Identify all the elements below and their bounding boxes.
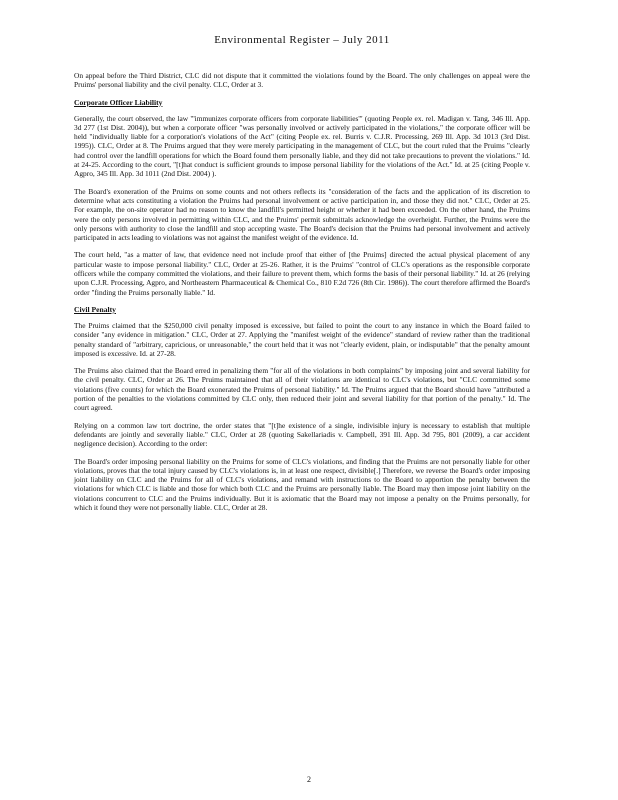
paragraph: The Board's exoneration of the Pruims on some counts and not others reflects its "consideration of the facts and the application of its discretion to determine what acts constituting a violation the Pruims had personal involvement or active participation in, and those they did not." CLC, Order at 25. For example, the on-site operator had no reason to know the landfill's permitted height or whether it had been exceeded. On the other hand, the Pruims were the only persons involved in permitting within CLC, and the Pruims' permit submittals acknowledge the overheight. Further, the Pruims were the only persons with authority to close the landfill and stop accepting waste. The Board's decision that the Pruims had personal involvement and actively participated in acts leading to violations was not against the manifest weight of the evidence. Id.	[74, 186, 530, 243]
paragraph: Relying on a common law tort doctrine, the order states that "[t]he existence of a single, indivisible injury is necessary to establish that multiple defendants are jointly and severally liable." CLC, Order at 28 (quoting Sakellariadis v. Campbell, 391 Ill. App. 3d 795, 801 (2009), a car accident negligence decision). According to the order:	[74, 420, 530, 449]
page-number: 2	[307, 775, 311, 784]
paragraph: The Board's order imposing personal liability on the Pruims for some of CLC's violations, and finding that the Pruims are not personally liable for other violations, proves that the total injury caused by CLC's violations is, in at least one respect, divisible[.] Therefore, we reverse the Board's order imposing joint liability on CLC and the Pruims for all of CLC's violations, and remand with instructions to the Board to apportion the penalty between the violations for which CLC is liable and those for which both CLC and the Pruims are personally liable. The Board may then impose joint liability on the violations concurrent to CLC and the Pruims individually. But it is axiomatic that the Board may not impose a penalty on the Pruims personally, for which it found they were not personally liable. CLC, Order at 28.	[74, 456, 530, 512]
section-heading: Corporate Officer Liability	[74, 97, 163, 107]
section-heading: Civil Penalty	[74, 304, 116, 314]
paragraph: On appeal before the Third District, CLC did not dispute that it committed the violations found by the Board. The only challenges on appeal were the Pruims' personal liability and the civil penalty. CLC, Order at 3.	[74, 71, 530, 90]
paragraph: The Pruims claimed that the $250,000 civil penalty imposed is excessive, but failed to point the court to any instance in which the Board failed to consider "any evidence in mitigation." CLC, Order at 27. Applying the "manifest weight of the evidence" standard of review rather than the traditional penalty standard of "arbitrary, capricious, or unreasonable," the court held that it was not "clearly evident, plain, or indisputable" that the penalty amount imposed is excessive. Id. at 27-28.	[74, 320, 530, 358]
article-body	[74, 71, 530, 512]
document-page	[74, 34, 530, 520]
running-header: Environmental Register – July 2011	[214, 34, 390, 46]
paragraph: Generally, the court observed, the law "'immunizes corporate officers from corporate liabilities'" (quoting People ex. rel. Madigan v. Tang, 346 Ill. App. 3d 277 (1st Dist. 2004)), but when a corporate officer "was personally involved or actively participated in the violations," the corporate officer will be held "individually liable for a corporation's violations of the Act" (citing People ex. rel. Burris v. C.J.R. Processing, 269 Ill. App. 3d 1013 (3rd Dist. 1995)). CLC, Order at 8. The Pruims argued that they were merely participating in the management of CLC, but the court ruled that the Pruims "clearly had control over the landfill operations for which the Board found them personally liable, and they did not take precautions to prevent the violations." Id. at 24-25. According to the court, "[t]hat conduct is sufficient grounds to impose personal liability for the violations of the Act." Id. at 25 (citing People v. Agpro, 345 Ill. App. 3d 1011 (2nd Dist. 2004) ).	[74, 113, 530, 179]
paragraph: The court held, "as a matter of law, that evidence need not include proof that either of [the Pruims] directed the actual physical placement of any particular waste to impose personal liability." CLC, Order at 25-26. Rather, it is the Pruims' "control of CLC's operations as the responsible corporate officers while the company committed the violations, and their failure to prevent them, which forms the basis of their personal liability." Id. at 26 (relying upon C.J.R. Processing, Agpro, and Northeastern Pharmaceutical & Chemical Co., 810 F.2d 726 (8th Cir. 1986)). The court therefore affirmed the Board's order "finding the Pruims personally liable." Id.	[74, 250, 530, 297]
paragraph: The Pruims also claimed that the Board erred in penalizing them "for all of the violations in both complaints" by imposing joint and several liability for the civil penalty. CLC, Order at 26. The Pruims maintained that all of their violations are identical to CLC's violations, but "CLC committed some violations (five counts) for which the Board exonerated the Pruims of personal liability." Id. The Pruims argued that the Board should have "attributed a portion of the penalties to the violations committed by CLC only, then reduced their joint and several liability for that portion of the penalty." Id. The court agreed.	[74, 366, 530, 413]
